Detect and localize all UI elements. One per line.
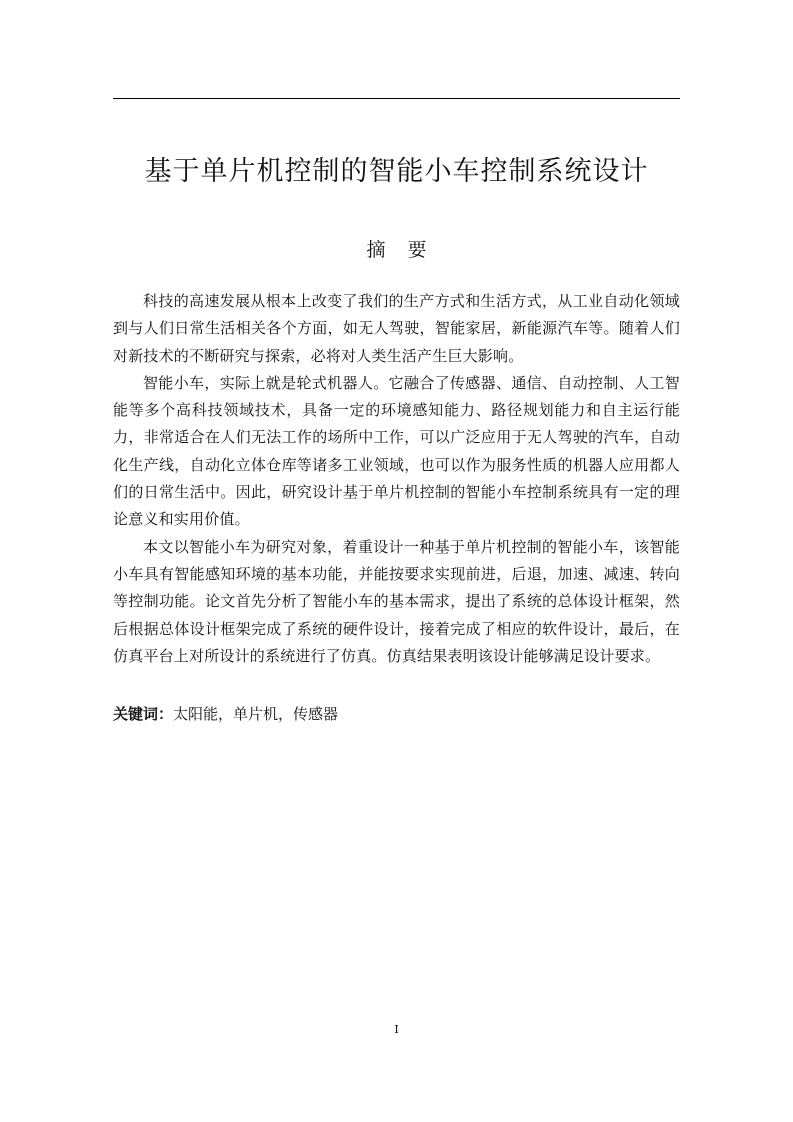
keywords-label: 关键词：: [113, 705, 174, 723]
abstract-paragraph: 智能小车，实际上就是轮式机器人。它融合了传感器、通信、自动控制、人工智能等多个高科技领域技术，具备一定的环境感知能力、路径规划能力和自主运行能力，非常适合在人们无法工作的场所中工作，可以广泛应用于无人驾驶的汽车，自动化生产线，自动化立体仓库等诸多工业领域，也可以作为服务性质的机器人应用都人们的日常生活中。因此，研究设计基于单片机控制的智能小车控制系统具有一定的理论意义和实用价值。: [113, 373, 680, 529]
abstract-body: [113, 288, 680, 670]
page-number: I: [394, 1023, 399, 1036]
header-rule: [113, 98, 680, 99]
abstract-paragraph: 本文以智能小车为研究对象，着重设计一种基于单片机控制的智能小车，该智能小车具有智能感知环境的基本功能，并能按要求实现前进，后退，加速、减速、转向等控制功能。论文首先分析了智能小车的基本需求，提出了系统的总体设计框架，然后根据总体设计框架完成了系统的硬件设计，接着完成了相应的软件设计，最后，在仿真平台上对所设计的系统进行了仿真。仿真结果表明该设计能够满足设计要求。: [113, 537, 680, 665]
abstract-heading: 摘要: [366, 239, 449, 261]
document-title: 基于单片机控制的智能小车控制系统设计: [144, 156, 649, 187]
abstract-paragraph: 科技的高速发展从根本上改变了我们的生产方式和生活方式，从工业自动化领域到与人们日常生活相关各个方面，如无人驾驶，智能家居，新能源汽车等。随着人们对新技术的不断研究与探索，必将对人类生活产生巨大影响。: [113, 292, 680, 365]
keywords-value: 太阳能，单片机，传感器: [173, 705, 339, 723]
keywords-line: [113, 701, 680, 728]
